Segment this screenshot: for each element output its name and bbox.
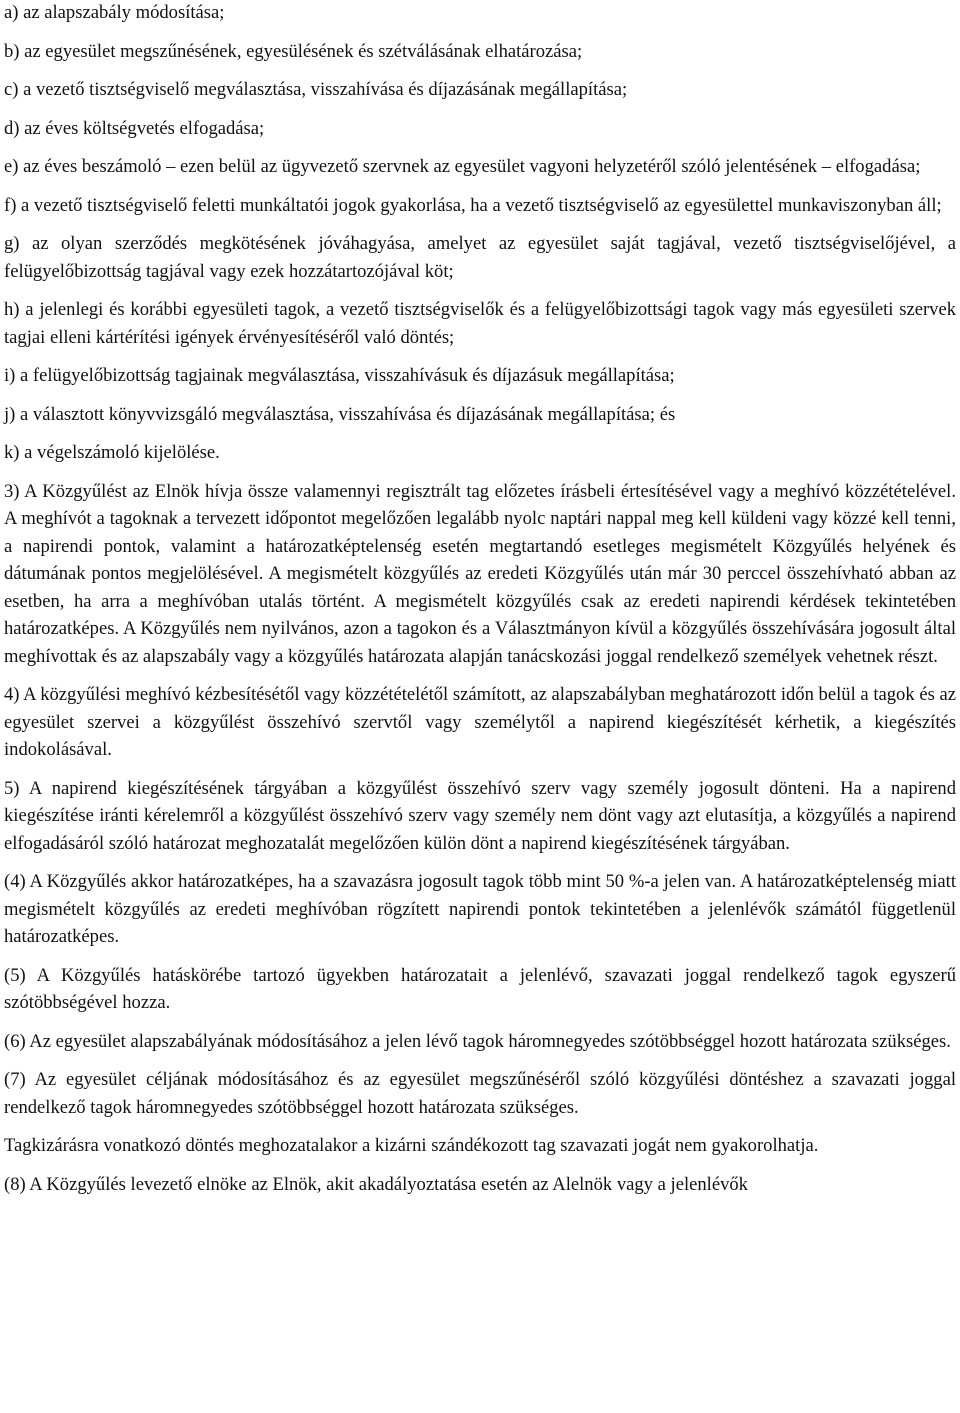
list-item-d: d) az éves költségvetés elfogadása; [4,117,265,139]
paragraph-3: 3) A Közgyűlést az Elnök hívja össze valamennyi regisztrált tag előzetes írásbeli értesítésével vagy a meghívó közzétételével. A meghívót a tagoknak a tervezett időpontot megelőzően legalább nyolc naptári nappal meg kell küldeni vagy közzé kell tenni, a napirendi pontok, valamint a határozatképtelenség esetén megtartandó esetleges megismételt Közgyűlés helyének és dátumának pontos megjelölésével. A megismételt közgyűlés az eredeti Közgyűlés után már 30 perccel összehívható abban az esetben, ha arra a meghívóban utalás történt. A megismételt közgyűlés csak az eredeti napirendi kérdések tekintetében határozatképes. A Közgyűlés nem nyilvános, azon a tagokon és a Választmányon kívül a közgyűlés összehívására jogosult által meghívottak és az alapszabály vagy a közgyűlés határozata alapján tanácskozási joggal rendelkező személyek vehetnek részt. [4,480,956,667]
list-item-a: a) az alapszabály módosítása; [4,2,225,23]
list-item-g: g) az olyan szerződés megkötésének jóváhagyása, amelyet az egyesület saját tagjával, vezető tisztségviselőjével, a felügyelőbizottság tagjával vagy ezek hozzátartozójával köt; [4,233,956,282]
paragraph-member-exclusion: Tagkizárásra vonatkozó döntés meghozatalakor a kizárni szándékozott tag szavazati jogát nem gyakorolhatja. [4,1135,819,1156]
paragraph-8: (8) A Közgyűlés levezető elnöke az Elnök, akit akadályoztatása esetén az Alelnök vagy a jelenlévők [4,1173,748,1195]
list-item-e: e) az éves beszámoló – ezen belül az ügyvezető szervnek az egyesület vagyoni helyzetéről szóló jelentésének – elfogadása; [4,156,921,177]
list-item-j: j) a választott könyvvizsgáló megválasztása, visszahívása és díjazásának megállapítása; és [4,403,676,425]
list-item-i: i) a felügyelőbizottság tagjainak megválasztása, visszahívásuk és díjazásuk megállapítása; [4,365,675,386]
paragraph-6: (6) Az egyesület alapszabályának módosításához a jelen lévő tagok háromnegyedes szótöbbséggel hozott határozata szükséges. [4,1030,951,1052]
paragraph-5-majority: (5) A Közgyűlés hatáskörébe tartozó ügyekben határozatait a jelenlévő, szavazati joggal rendelkező tagok egyszerű szótöbbségével hozza. [4,964,956,1013]
list-item-b: b) az egyesület megszűnésének, egyesülésének és szétválásának elhatározása; [4,40,583,62]
paragraph-4-quorum: (4) A Közgyűlés akkor határozatképes, ha a szavazásra jogosult tagok több mint 50 %-a jelen van. A határozatképtelenség miatt megismételt közgyűlés az eredeti meghívóban rögzített napirendi pontok tekintetében a jelenlévők számától függetlenül határozatképes. [4,871,956,947]
paragraph-4: 4) A közgyűlési meghívó kézbesítésétől vagy közzétételétől számított, az alapszabályban meghatározott időn belül a tagok és az egyesület szervei a közgyűlést összehívó szervtől vagy személytől a napirend kiegészítését kérhetik, a kiegészítés indokolásával. [4,684,956,760]
list-item-h: h) a jelenlegi és korábbi egyesületi tagok, a vezető tisztségviselők és a felügyelőbizottsági tagok vagy más egyesületi szervek tagjai elleni kártérítési igények érvényesítéséről való döntés; [4,299,956,348]
list-item-k: k) a végelszámoló kijelölése. [4,442,220,463]
list-item-f: f) a vezető tisztségviselő feletti munkáltatói jogok gyakorlása, ha a vezető tisztségviselő az egyesülettel munkaviszonyban áll; [4,194,942,216]
paragraph-5: 5) A napirend kiegészítésének tárgyában a közgyűlést összehívó szerv vagy személy jogosult dönteni. Ha a napirend kiegészítése iránti kérelemről a közgyűlést összehívó szerv vagy személy nem dönt vagy azt elutasítja, a közgyűlés a napirend elfogadásáról szóló határozat meghozatalát megelőzően külön dönt a napirend kiegészítésének tárgyában. [4,777,956,854]
list-item-c: c) a vezető tisztségviselő megválasztása, visszahívása és díjazásának megállapítása; [4,79,628,100]
paragraph-7: (7) Az egyesület céljának módosításához és az egyesület megszűnéséről szóló közgyűlési döntéshez a szavazati joggal rendelkező tagok háromnegyedes szótöbbséggel hozott határozata szükséges. [4,1069,956,1118]
